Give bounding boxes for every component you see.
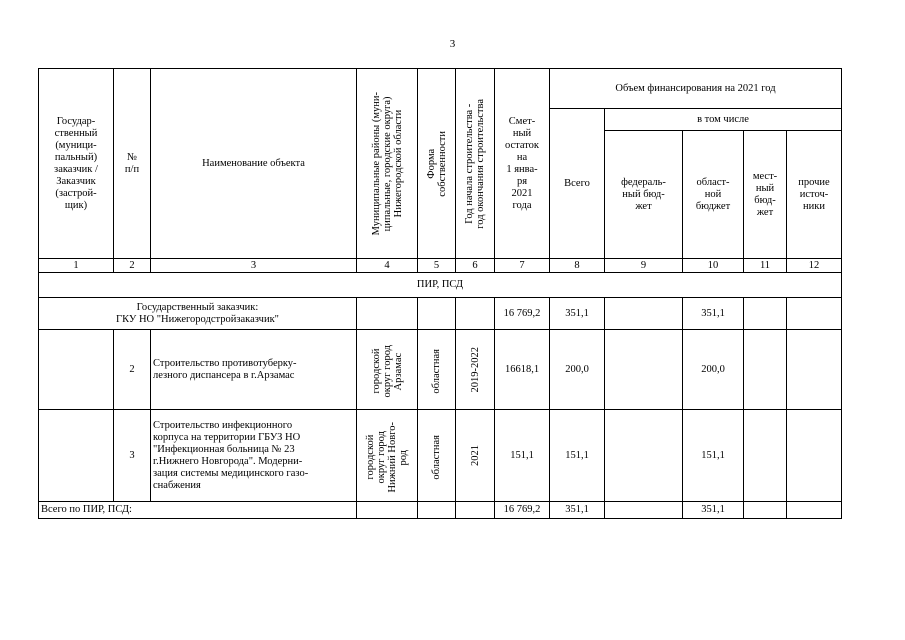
section-title: ПИР, ПСД: [39, 273, 842, 298]
total-cell: 351,1: [550, 298, 605, 330]
header-total: Всего: [550, 109, 605, 259]
total-cell: 151,1: [550, 410, 605, 502]
estimate-cell: 151,1: [495, 410, 550, 502]
district-cell: городской округ город Нижний Новго- род: [357, 410, 418, 502]
col-num: 5: [418, 259, 456, 273]
empty-cell: [39, 410, 114, 502]
ownership-cell: областная: [418, 330, 456, 410]
col-num: 11: [744, 259, 787, 273]
empty-cell: [787, 502, 842, 519]
empty-cell: [456, 502, 495, 519]
empty-cell: [744, 330, 787, 410]
col-num: 7: [495, 259, 550, 273]
empty-cell: [787, 410, 842, 502]
header-row-1: [39, 69, 842, 109]
estimate-cell: 16 769,2: [495, 502, 550, 519]
header-num: № п/п: [114, 69, 151, 259]
col-num: 8: [550, 259, 605, 273]
header-object-name: Наименование объекта: [151, 69, 357, 259]
empty-cell: [787, 298, 842, 330]
header-years: Год начала строительства - год окончания строительства: [456, 69, 495, 259]
header-federal: федераль- ный бюд- жет: [605, 131, 683, 259]
customer-name: Государственный заказчик: ГКУ НО "Нижегородстройзаказчик": [39, 298, 357, 330]
regional-cell: 351,1: [683, 298, 744, 330]
empty-cell: [744, 502, 787, 519]
regional-cell: 351,1: [683, 502, 744, 519]
total-cell: 351,1: [550, 502, 605, 519]
table-row: [39, 330, 842, 410]
customer-row: [39, 298, 842, 330]
col-num: 4: [357, 259, 418, 273]
years-cell: 2021: [456, 410, 495, 502]
empty-cell: [744, 298, 787, 330]
header-including: в том числе: [605, 109, 842, 131]
ownership-cell: областная: [418, 410, 456, 502]
regional-cell: 200,0: [683, 330, 744, 410]
estimate-cell: 16618,1: [495, 330, 550, 410]
empty-cell: [357, 502, 418, 519]
header-regional: област- ной бюджет: [683, 131, 744, 259]
col-num: 2: [114, 259, 151, 273]
empty-cell: [39, 330, 114, 410]
empty-cell: [605, 298, 683, 330]
object-name: Строительство инфекционного корпуса на территории ГБУЗ НО "Инфекционная больница № 23 г.Нижнего Новгорода". Модерни- зация системы медицинского газо- снабжения: [151, 410, 357, 502]
column-numbers-row: [39, 259, 842, 273]
col-num: 1: [39, 259, 114, 273]
header-other: прочие источ- ники: [787, 131, 842, 259]
empty-cell: [418, 298, 456, 330]
header-ownership: Форма собственности: [418, 69, 456, 259]
total-cell: 200,0: [550, 330, 605, 410]
total-row: [39, 502, 842, 519]
row-num: 2: [114, 330, 151, 410]
empty-cell: [605, 330, 683, 410]
header-estimate: Смет- ный остаток на 1 янва- ря 2021 года: [495, 69, 550, 259]
col-num: 3: [151, 259, 357, 273]
empty-cell: [418, 502, 456, 519]
header-local: мест- ный бюд- жет: [744, 131, 787, 259]
years-cell: 2019-2022: [456, 330, 495, 410]
regional-cell: 151,1: [683, 410, 744, 502]
estimate-cell: 16 769,2: [495, 298, 550, 330]
empty-cell: [744, 410, 787, 502]
empty-cell: [456, 298, 495, 330]
section-row: [39, 273, 842, 298]
page-number: 3: [449, 38, 456, 50]
header-customer: Государ- ственный (муници- пальный) заказчик / Заказчик (застрой- щик): [39, 69, 114, 259]
empty-cell: [605, 502, 683, 519]
empty-cell: [605, 410, 683, 502]
col-num: 10: [683, 259, 744, 273]
col-num: 9: [605, 259, 683, 273]
total-label: Всего по ПИР, ПСД:: [39, 502, 357, 519]
funding-table: [38, 68, 842, 519]
row-num: 3: [114, 410, 151, 502]
header-funding-title: Объем финансирования на 2021 год: [550, 69, 842, 109]
object-name: Строительство противотуберку- лезного диспансера в г.Арзамас: [151, 330, 357, 410]
empty-cell: [787, 330, 842, 410]
header-districts: Муниципальные районы (муни- ципальные, городские округа) Нижегородской области: [357, 69, 418, 259]
district-cell: городской округ город Арзамас: [357, 330, 418, 410]
empty-cell: [357, 298, 418, 330]
table-row: [39, 410, 842, 502]
col-num: 12: [787, 259, 842, 273]
col-num: 6: [456, 259, 495, 273]
